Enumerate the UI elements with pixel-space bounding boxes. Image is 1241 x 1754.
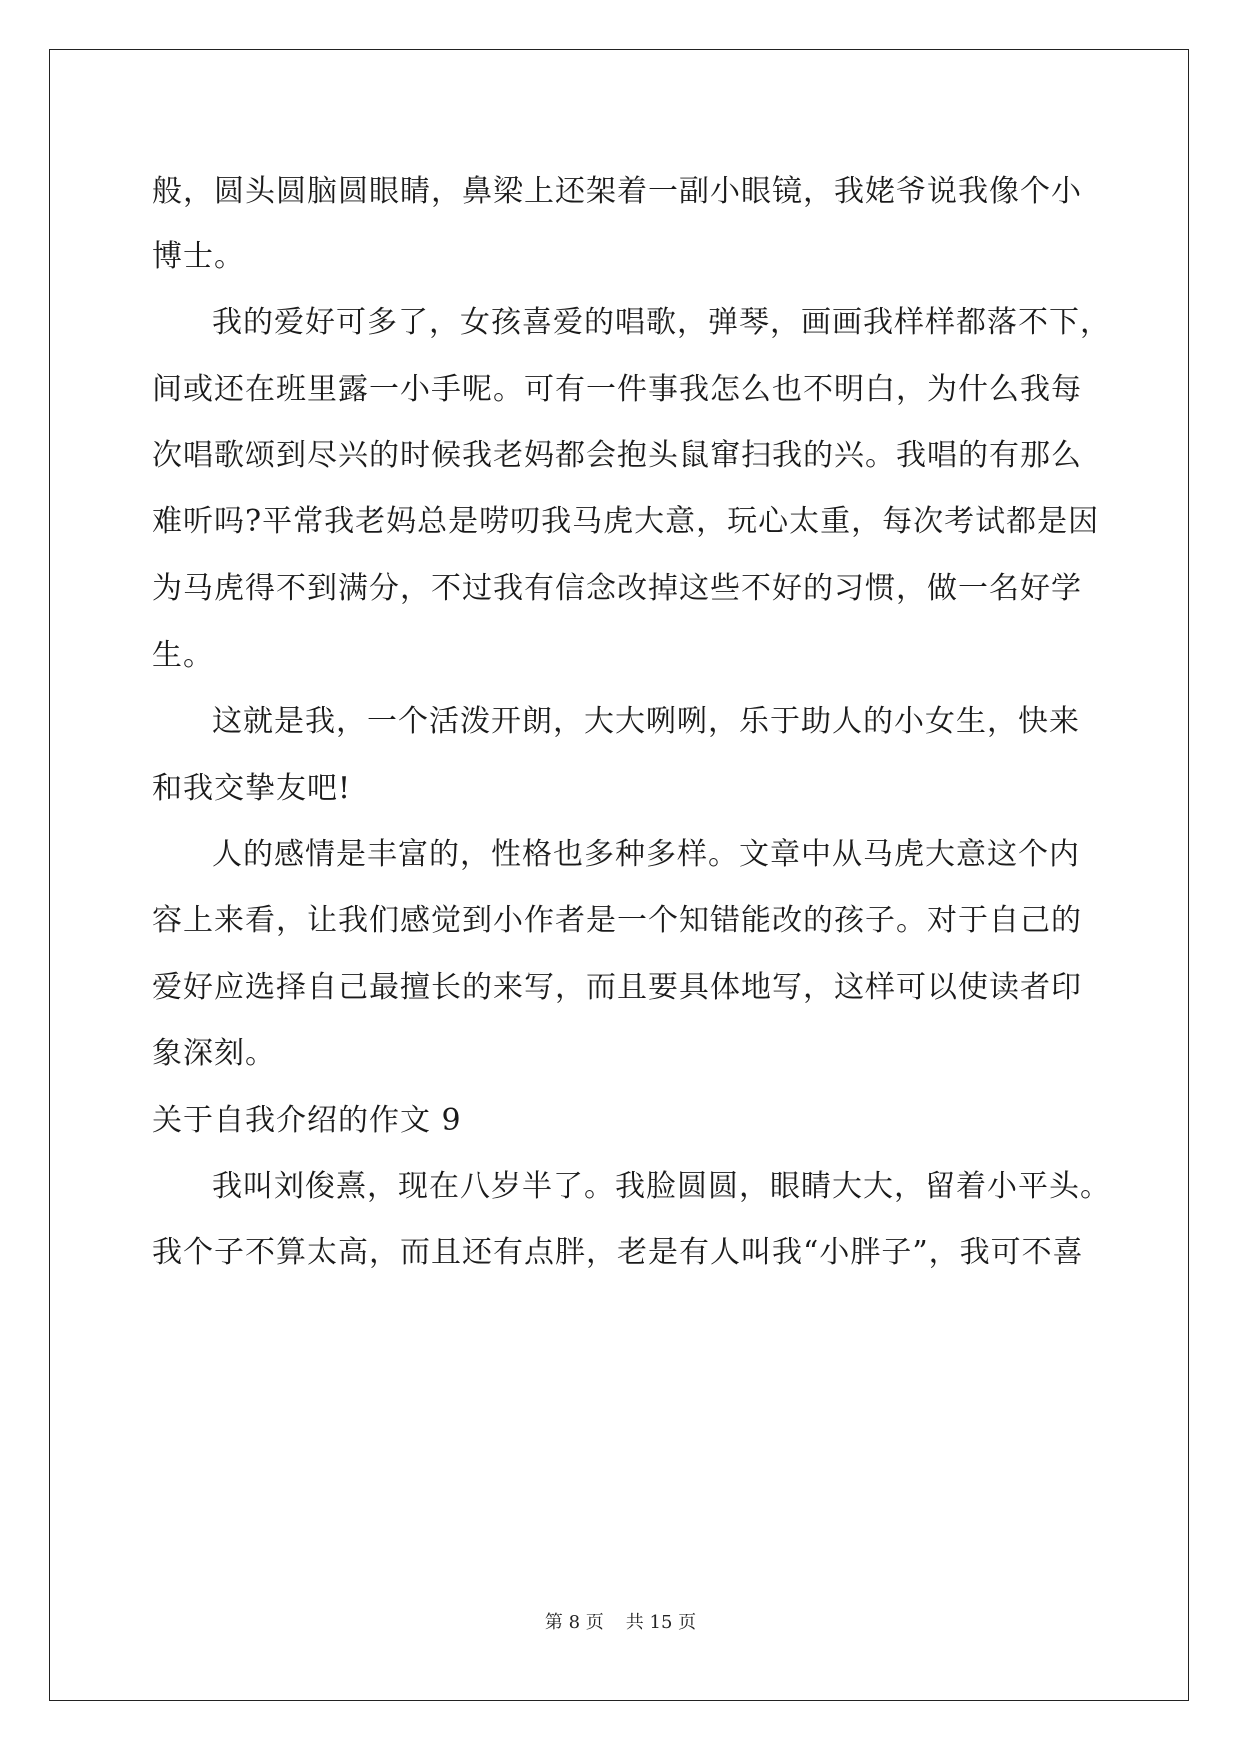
text-line: 容上来看，让我们感觉到小作者是一个知错能改的孩子。对于自己的 — [152, 903, 1082, 938]
page-number: 第 8 页 — [544, 1612, 604, 1633]
text-line: 难听吗?平常我老妈总是唠叨我马虎大意，玩心太重，每次考试都是因 — [152, 504, 1100, 539]
text-line: 爱好应选择自己最擅长的来写，而且要具体地写，这样可以使读者印 — [152, 970, 1082, 1005]
page-total: 共 15 页 — [625, 1612, 697, 1633]
page-footer — [0, 1611, 1241, 1635]
text-line: 我叫刘俊熹，现在八岁半了。我脸圆圆，眼睛大大，留着小平头。 — [212, 1169, 1111, 1204]
text-line: 为马虎得不到满分，不过我有信念改掉这些不好的习惯，做一名好学 — [152, 571, 1082, 606]
text-line: 和我交挚友吧! — [152, 771, 352, 806]
text-line: 这就是我，一个活泼开朗，大大咧咧，乐于助人的小女生，快来 — [212, 704, 1080, 739]
text-line: 次唱歌颂到尽兴的时候我老妈都会抱头鼠窜扫我的兴。我唱的有那么 — [152, 438, 1082, 473]
text-line: 人的感情是丰富的，性格也多种多样。文章中从马虎大意这个内 — [212, 837, 1080, 872]
text-line: 我的爱好可多了，女孩喜爱的唱歌，弹琴，画画我样样都落不下， — [212, 305, 1111, 340]
text-line: 间或还在班里露一小手呢。可有一件事我怎么也不明白，为什么我每 — [152, 372, 1082, 407]
text-line: 般，圆头圆脑圆眼睛，鼻梁上还架着一副小眼镜，我姥爷说我像个小 — [152, 174, 1082, 209]
section-heading: 关于自我介绍的作文 9 — [152, 1103, 462, 1138]
page-frame — [49, 49, 1189, 1701]
text-line: 象深刻。 — [152, 1036, 276, 1071]
text-line: 博士。 — [152, 239, 245, 274]
text-line: 我个子不算太高，而且还有点胖，老是有人叫我“小胖子”，我可不喜 — [152, 1235, 1084, 1270]
text-line: 生。 — [152, 638, 214, 673]
